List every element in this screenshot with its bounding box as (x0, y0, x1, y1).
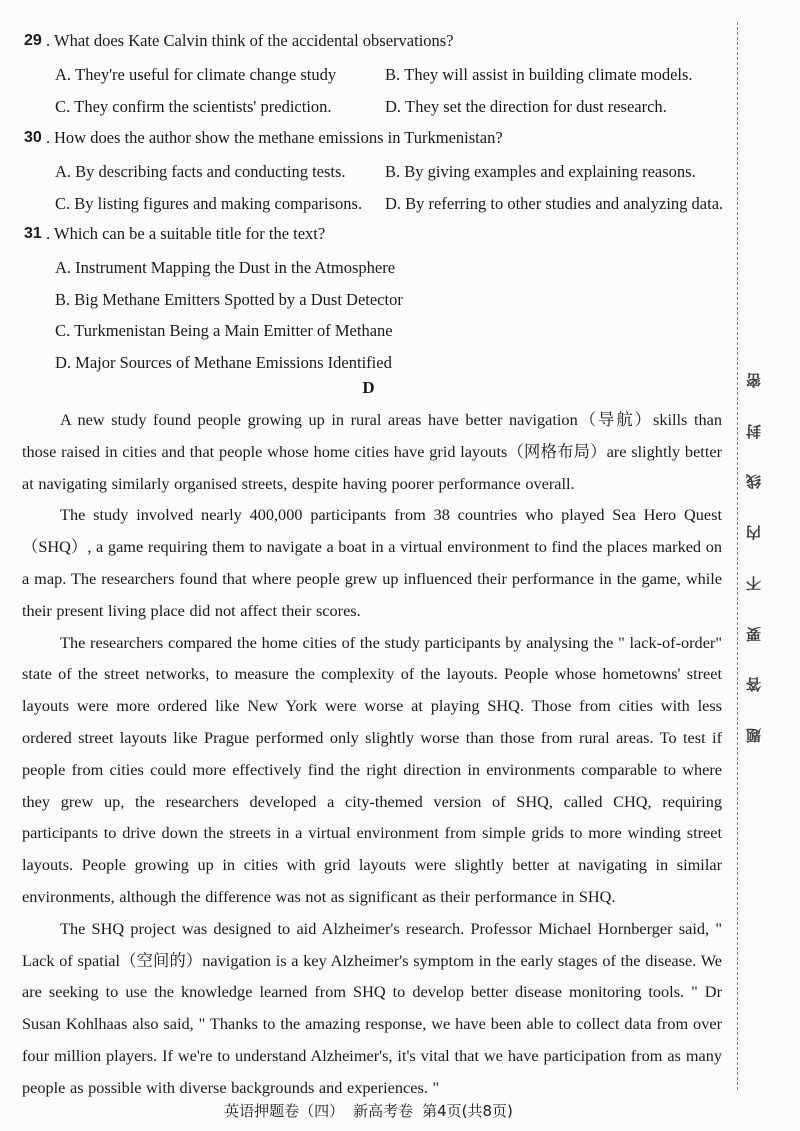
option-text: By describing facts and conducting tests. (75, 162, 346, 181)
question-31-option-a[interactable] (55, 258, 395, 278)
question-30-options-row-2 (0, 194, 737, 214)
option-label: A. (55, 65, 72, 84)
question-29-options-row-1 (0, 65, 737, 85)
option-text: Major Sources of Methane Emissions Identified (75, 353, 392, 372)
question-30-option-d[interactable] (385, 194, 723, 214)
question-29-stem: What does Kate Calvin think of the accidental observations? (54, 31, 454, 50)
seal-char-1: 封 (746, 421, 762, 440)
question-31-number: 31 (24, 225, 42, 242)
question-31-option-b[interactable] (55, 290, 403, 310)
question-30-option-c[interactable] (55, 194, 362, 214)
question-29-number: 29 (24, 32, 42, 49)
option-label: B. (385, 65, 401, 84)
question-29-option-b[interactable] (385, 65, 693, 85)
seal-char-4: 不 (746, 573, 762, 592)
option-text: By giving examples and explaining reasons. (404, 162, 696, 181)
question-31-option-row-a (0, 258, 737, 278)
reading-passage (22, 404, 722, 1104)
option-text: By referring to other studies and analyzing data. (405, 194, 724, 213)
option-label: B. (55, 290, 71, 309)
option-label: D. (385, 97, 402, 116)
question-31-stem: Which can be a suitable title for the text? (54, 224, 326, 243)
option-text: They set the direction for dust research. (405, 97, 667, 116)
footer-paper-name: 英语押题卷（四） (224, 1102, 345, 1120)
option-text: They're useful for climate change study (75, 65, 337, 84)
seal-char-0: 密 (746, 371, 762, 389)
option-label: C. (55, 321, 71, 340)
passage-paragraph-4: The SHQ project was designed to aid Alzheimer's research. Professor Michael Hornberger said, " Lack of spatial（空间的）navigation is a key Alzheimer's symptom in the early stages of the disease. We are seeking to use the knowledge learned from SHQ to develop better disease monitoring tools. " Dr Susan Kohlhaas also said, " Thanks to the amazing response, we have been able to collect data from over four million players. If we're to understand Alzheimer's, it's vital that we have participation from as many people as possible with diverse backgrounds and experiences. " (22, 918, 722, 1097)
section-letter-d: D (362, 378, 375, 397)
question-30-stem: How does the author show the methane emissions in Turkmenistan? (54, 128, 503, 147)
question-30 (0, 130, 737, 152)
footer-paper-type: 新高考卷 (353, 1102, 414, 1120)
question-29-dot: . (46, 31, 51, 50)
seal-char-2: 线 (746, 472, 762, 491)
footer-page-info: 第4页(共8页) (422, 1102, 513, 1120)
seal-dashed-line (737, 22, 738, 1090)
question-31-stem-line (0, 226, 737, 248)
option-label: C. (55, 97, 71, 116)
question-29-option-a[interactable] (55, 65, 336, 85)
question-31-option-row-d (0, 353, 737, 373)
question-30-option-a[interactable] (55, 162, 346, 182)
page-footer (0, 1100, 737, 1121)
question-30-dot: . (46, 128, 51, 147)
question-30-stem-line (0, 130, 737, 152)
passage-paragraph-1: A new study found people growing up in rural areas have better navigation（导航）skills than those raised in cities and that people whose home cities have grid layouts（网格布局）are slightly better at navigating similarly organised streets, despite having poorer performance overall. (22, 410, 722, 493)
passage-paragraph-3: The researchers compared the home cities of the study participants by analysing the " lack-of-order" state of the street networks, to measure the complexity of the layouts. People whose hometowns' street layouts were more ordered like New York were worse at playing SHQ. Those from cities with less ordered street layouts like Prague performed only slightly worse than those from rural areas. To test if people from cities could more effectively find the right direction in environments comparable to where they grew up, the researchers developed a city-themed version of SHQ, called CHQ, requiring participants to drive down the streets in a virtual environment from simple grids to more winding street layouts. People growing up in cities with grid layouts were slightly better at navigating in similar environments, although the difference was not as significant as their performance in SHQ. (22, 632, 722, 906)
question-29-option-d[interactable] (385, 97, 667, 117)
seal-warning-text (741, 372, 767, 742)
option-label: D. (385, 194, 402, 213)
seal-char-3: 内 (746, 523, 762, 542)
question-31-dot: . (46, 224, 51, 243)
question-30-option-b[interactable] (385, 162, 696, 182)
question-29-option-c[interactable] (55, 97, 332, 117)
question-30-number: 30 (24, 129, 42, 146)
question-31-option-row-b (0, 290, 737, 310)
question-30-options-row-1 (0, 162, 737, 182)
option-text: Big Methane Emitters Spotted by a Dust Detector (74, 290, 403, 309)
option-text: Instrument Mapping the Dust in the Atmosphere (75, 258, 396, 277)
question-31-option-c[interactable] (55, 321, 393, 341)
option-label: A. (55, 258, 72, 277)
seal-char-6: 答 (746, 675, 762, 694)
option-label: A. (55, 162, 72, 181)
option-label: D. (55, 353, 72, 372)
question-31-option-row-c (0, 321, 737, 341)
seal-char-7: 题 (746, 725, 762, 744)
passage-paragraph-2: The study involved nearly 400,000 participants from 38 countries who played Sea Hero Quest（SHQ）, a game requiring them to navigate a boat in a virtual environment to find the places marked on a map. The researchers found that where people grew up influenced their performance in the game, while their present living place did not affect their scores. (22, 505, 722, 620)
option-text: They confirm the scientists' prediction. (74, 97, 332, 116)
option-label: C. (55, 194, 71, 213)
seal-char-5: 要 (746, 624, 762, 643)
option-text: By listing figures and making comparisons. (74, 194, 363, 213)
option-text: Turkmenistan Being a Main Emitter of Methane (74, 321, 393, 340)
question-31 (0, 226, 737, 248)
question-29-stem-line (0, 33, 737, 55)
question-29-options-row-2 (0, 97, 737, 117)
option-text: They will assist in building climate models. (404, 65, 693, 84)
question-29 (0, 33, 737, 55)
question-31-option-d[interactable] (55, 353, 392, 373)
option-label: B. (385, 162, 401, 181)
